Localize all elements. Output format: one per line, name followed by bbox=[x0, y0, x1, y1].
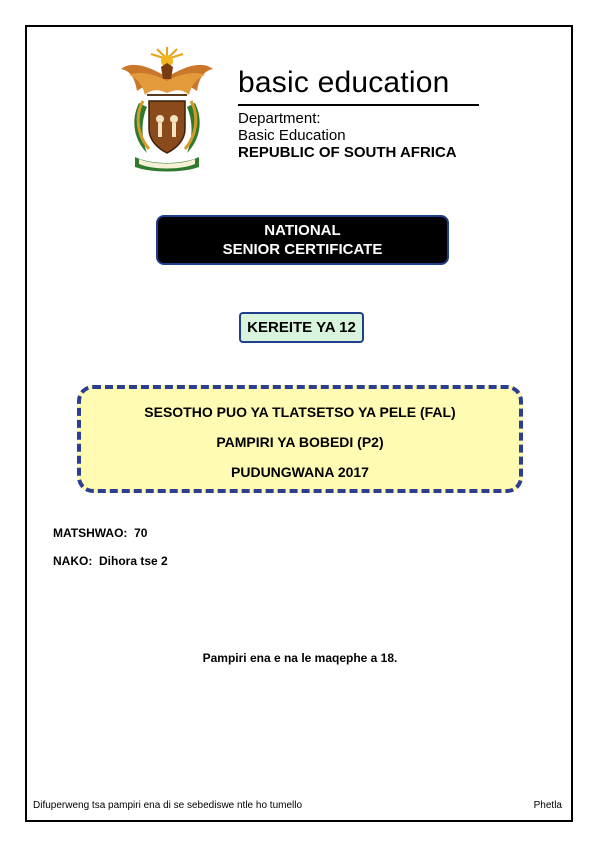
subject-box bbox=[77, 385, 523, 493]
page-count-note: Pampiri ena e na le maqephe a 18. bbox=[202, 651, 398, 665]
subject-title: SESOTHO PUO YA TLATSETSO YA PELE (FAL) bbox=[144, 404, 456, 420]
time-line bbox=[53, 554, 168, 568]
certificate-box bbox=[156, 215, 449, 265]
department-name: Basic Education bbox=[238, 127, 346, 144]
marks-line bbox=[53, 526, 147, 540]
coat-of-arms-icon bbox=[117, 45, 217, 173]
copyright-notice: Difuperweng tsa pampiri ena di se sebediswe ntle ho tumello bbox=[33, 800, 303, 811]
turn-over-label: Phetla bbox=[533, 800, 562, 811]
marks-value: 70 bbox=[134, 526, 148, 540]
time-label: NAKO: bbox=[53, 554, 93, 568]
grade-box: KEREITE YA 12 bbox=[239, 312, 364, 343]
subject-session: PUDUNGWANA 2017 bbox=[231, 464, 369, 480]
brand-underline bbox=[238, 104, 479, 106]
country-name: REPUBLIC OF SOUTH AFRICA bbox=[238, 144, 457, 161]
certificate-line1: NATIONAL bbox=[264, 222, 341, 239]
time-value: Dihora tse 2 bbox=[99, 554, 168, 568]
subject-paper: PAMPIRI YA BOBEDI (P2) bbox=[216, 434, 384, 450]
department-label: Department: bbox=[238, 110, 321, 127]
brand-wordmark: basic education bbox=[238, 66, 450, 99]
marks-label: MATSHWAO: bbox=[53, 526, 128, 540]
certificate-line2: SENIOR CERTIFICATE bbox=[222, 241, 383, 258]
department-block bbox=[238, 110, 457, 161]
